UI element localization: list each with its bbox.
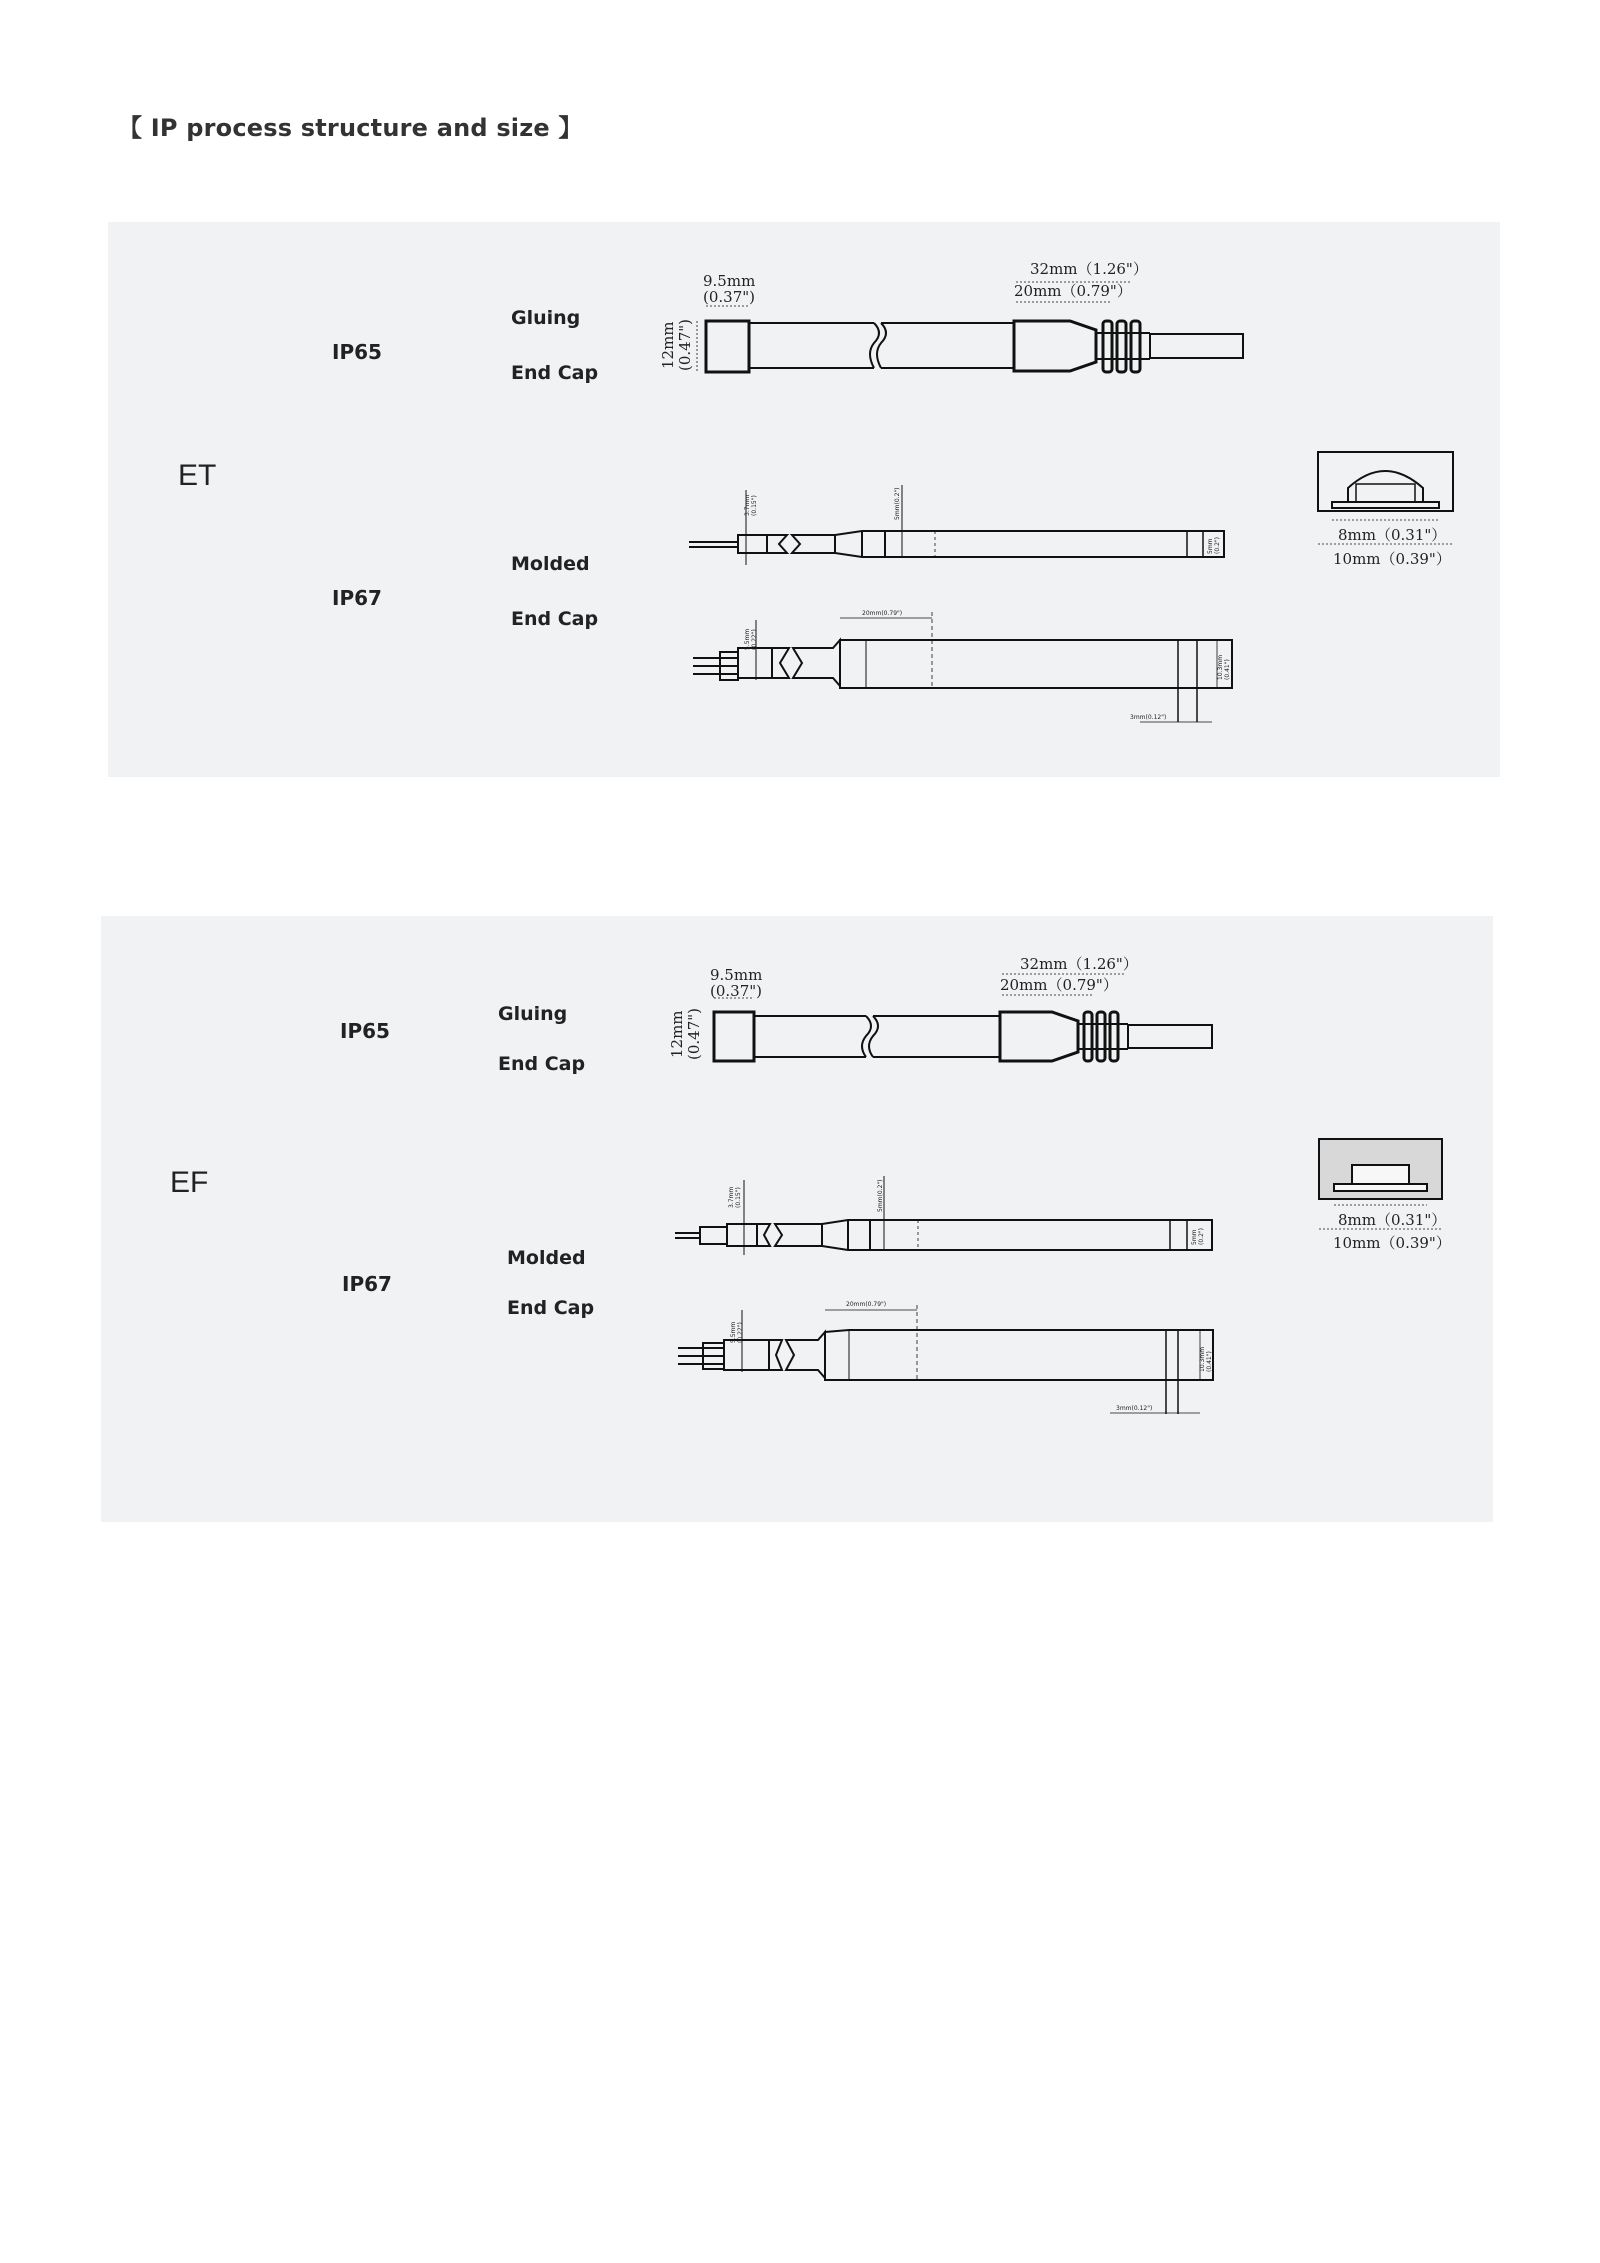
ip65-process-line1: Gluing [511, 307, 581, 329]
dim-end-thick: 3mm(0.12") [1130, 714, 1167, 721]
dim-profile-inner: 8mm（0.31"） [1338, 1211, 1447, 1229]
dim-wire-large-in: (0.22") [751, 629, 758, 650]
ip65-label: IP65 [340, 1019, 390, 1043]
dim-cap-width-in: (0.37") [703, 288, 756, 306]
dim-end-thick: 3mm(0.12") [1116, 1405, 1153, 1412]
dim-wire-large: 5.5mm [744, 628, 751, 650]
dim-height: 12mm [659, 321, 677, 369]
ip65-process-line1: Gluing [498, 1003, 568, 1025]
dim-wire-small-in: (0.15") [735, 1187, 742, 1208]
ip67-label: IP67 [332, 586, 382, 610]
dim-cap-width: 9.5mm [710, 966, 763, 984]
dim-connector-body: 20mm（0.79"） [1000, 976, 1118, 994]
page-title: 【 IP process structure and size 】 [118, 114, 583, 142]
ip65-label: IP65 [332, 340, 382, 364]
ip65-process-line2: End Cap [511, 362, 599, 384]
dim-wire-small: 3.7mm [728, 1186, 735, 1208]
ip67-process-line1: Molded [507, 1247, 586, 1269]
dim-end-height-large-in: (0.41") [1206, 1351, 1213, 1372]
dim-profile-inner: 8mm（0.31"） [1338, 526, 1447, 544]
dim-connector-total: 32mm（1.26"） [1020, 955, 1138, 973]
ip67-process-line2: End Cap [511, 608, 599, 630]
dim-wire-small: 3.7mm [744, 494, 751, 516]
ef-ip67-small-drawing [675, 1176, 1212, 1255]
ip67-label: IP67 [342, 1272, 392, 1296]
dim-end-height-large-in: (0.41") [1224, 659, 1231, 680]
ef-ip67-large-drawing [678, 1305, 1213, 1414]
dim-profile-outer: 10mm（0.39"） [1333, 1234, 1451, 1252]
dim-molded-len: 20mm(0.79") [862, 610, 903, 617]
dim-height: 12mm [668, 1010, 686, 1058]
ip67-process-line1: Molded [511, 553, 590, 575]
dim-connector-total: 32mm（1.26"） [1030, 260, 1148, 278]
ip67-process-line2: End Cap [507, 1297, 595, 1319]
series-label-ef: EF [170, 1166, 209, 1199]
series-label-et: ET [178, 459, 217, 492]
dim-end-height-large: 10.3mm [1199, 1346, 1206, 1372]
dim-wire-small-in: (0.15") [751, 495, 758, 516]
dim-connector-body: 20mm（0.79"） [1014, 282, 1132, 300]
dim-profile-outer: 10mm（0.39"） [1333, 550, 1451, 568]
ef-ip65-gluing-drawing [714, 974, 1212, 1061]
dim-molded-mark: 5mm(0.2") [877, 1179, 884, 1212]
ip65-process-line2: End Cap [498, 1053, 586, 1075]
dim-end-height-small: 5mm [1207, 538, 1214, 554]
dim-wire-large-in: (0.22") [737, 1322, 744, 1343]
et-ip67-large-drawing [693, 612, 1232, 722]
et-ip65-gluing-drawing [697, 282, 1243, 372]
dim-molded-mark: 5mm(0.2") [894, 487, 901, 520]
dim-end-height-small-in: (0.2") [1198, 1228, 1205, 1245]
dim-height-in: (0.47") [676, 318, 694, 371]
et-ip67-small-drawing [689, 485, 1224, 565]
dim-molded-len: 20mm(0.79") [846, 1301, 887, 1308]
dim-height-in: (0.47") [685, 1007, 703, 1060]
dim-cap-width-in: (0.37") [710, 982, 763, 1000]
dim-cap-width: 9.5mm [703, 272, 756, 290]
dim-end-height-large: 10.3mm [1217, 654, 1224, 680]
dim-end-height-small-in: (0.2") [1214, 537, 1221, 554]
dim-end-height-small: 5mm [1191, 1229, 1198, 1245]
dim-wire-large: 5.5mm [730, 1321, 737, 1343]
